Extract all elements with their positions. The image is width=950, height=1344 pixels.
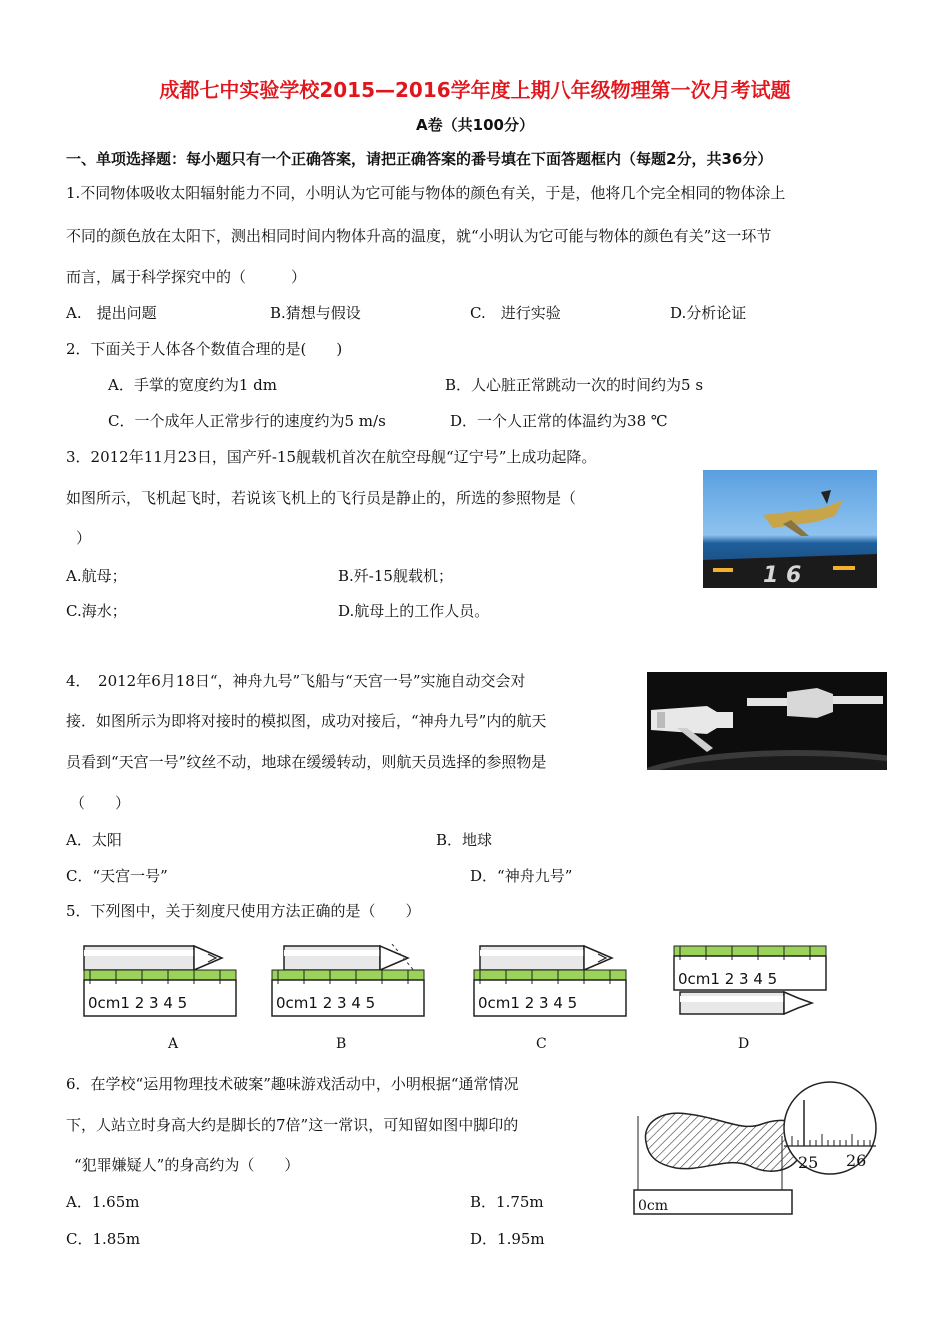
q4-option-d: D．“神舟九号” [470, 867, 573, 885]
q2-option-d: D．一个人正常的体温约为38 ℃ [450, 412, 668, 430]
q3-line1: 3．2012年11月23日，国产歼-15舰载机首次在航空母舰“辽宁号”上成功起降。 [66, 448, 597, 466]
ruler-b-scale: 0cm1 2 3 4 5 [276, 994, 376, 1012]
q4-option-b: B．地球 [436, 831, 493, 849]
q4-line2: 接．如图所示为即将对接时的模拟图，成功对接后，“神舟九号”内的航天 [66, 712, 547, 730]
ruler-label-d: D [738, 1036, 750, 1052]
q5-stem: 5．下列图中，关于刻度尺使用方法正确的是（ ） [66, 902, 421, 920]
jet-carrier-photo [703, 470, 877, 588]
footprint-ruler-zero: 0cm [638, 1198, 669, 1214]
magnifier-label-25: 25 [798, 1153, 819, 1172]
ruler-label-c: C [536, 1036, 547, 1052]
ruler-d-scale: 0cm1 2 3 4 5 [678, 970, 778, 988]
q3-line3: ） [76, 529, 92, 547]
q6-line1: 6．在学校“运用物理技术破案”趣味游戏活动中，小明根据“通常情况 [66, 1075, 519, 1093]
section-heading: 一、单项选择题：每小题只有一个正确答案，请把正确答案的番号填在下面答题框内（每题2分，共36分） [66, 150, 773, 168]
q3-line2: 如图所示，飞机起飞时，若说该飞机上的飞行员是静止的，所选的参照物是（ [66, 489, 577, 507]
ruler-label-a: A [168, 1036, 179, 1052]
ruler-c-scale: 0cm1 2 3 4 5 [478, 994, 578, 1012]
q6-line3: “犯罪嫌疑人”的身高约为（ ） [74, 1156, 300, 1174]
svg-text:1 6: 1 6 [763, 563, 802, 588]
q2-option-b: B．人心脏正常跳动一次的时间约为5 s [445, 376, 704, 394]
page-title: 成都七中实验学校2015—2016学年度上期八年级物理第一次月考试题 [159, 78, 791, 102]
ruler-figure-c [472, 944, 630, 1018]
q1-line1: 1.不同物体吸收太阳辐射能力不同，小明认为它可能与物体的颜色有关，于是，他将几个完全相同的物体涂上 [66, 184, 786, 202]
magnifier-label-26: 26 [846, 1151, 867, 1170]
q2-option-c: C．一个成年人正常步行的速度约为5 m/s [108, 412, 386, 430]
q6-option-a: A．1.65m [66, 1193, 140, 1211]
q4-option-c: C．“天宫一号” [66, 867, 168, 885]
q2-option-a: A．手掌的宽度约为1 dm [108, 376, 277, 394]
q6-option-b: B．1.75m [470, 1193, 544, 1211]
q4-line3: 员看到“天宫一号”纹丝不动，地球在缓缓转动，则航天员选择的参照物是 [66, 753, 547, 771]
q2-stem: 2．下面关于人体各个数值合理的是( ) [66, 340, 343, 358]
paper-subtitle: A卷（共100分） [416, 116, 534, 134]
q1-line2: 不同的颜色放在太阳下，测出相同时间内物体升高的温度，就“小明认为它可能与物体的颜色有关”这一环节 [66, 227, 772, 245]
spacecraft-docking-image [647, 672, 887, 770]
q4-line4: （ ） [70, 794, 131, 812]
q1-line3: 而言，属于科学探究中的（ ） [66, 268, 307, 286]
ruler-label-b: B [336, 1036, 347, 1052]
ruler-figure-a [82, 944, 240, 1018]
q3-option-d: D.航母上的工作人员。 [338, 602, 490, 620]
q1-option-d: D.分析论证 [670, 304, 747, 322]
ruler-figure-b [270, 944, 428, 1018]
q1-option-b: B.猜想与假设 [270, 304, 361, 322]
q4-line1: 4． 2012年6月18日“，神舟九号”飞船与“天宫一号”实施自动交会对 [66, 672, 526, 690]
q3-option-b: B.歼-15舰载机； [338, 567, 453, 585]
ruler-figure-d [672, 944, 830, 1018]
q1-option-c: C. 进行实验 [470, 304, 561, 322]
q4-option-a: A．太阳 [66, 831, 122, 849]
q6-option-c: C．1.85m [66, 1230, 141, 1248]
q1-option-a: A. 提出问题 [66, 304, 157, 322]
q6-line2: 下，人站立时身高大约是脚长的7倍”这一常识，可知留如图中脚印的 [66, 1116, 519, 1134]
q3-option-a: A.航母； [66, 567, 127, 585]
q3-option-c: C.海水； [66, 602, 127, 620]
ruler-a-scale: 0cm1 2 3 4 5 [88, 994, 188, 1012]
q6-option-d: D．1.95m [470, 1230, 545, 1248]
footprint-ruler-figure [632, 1080, 882, 1216]
